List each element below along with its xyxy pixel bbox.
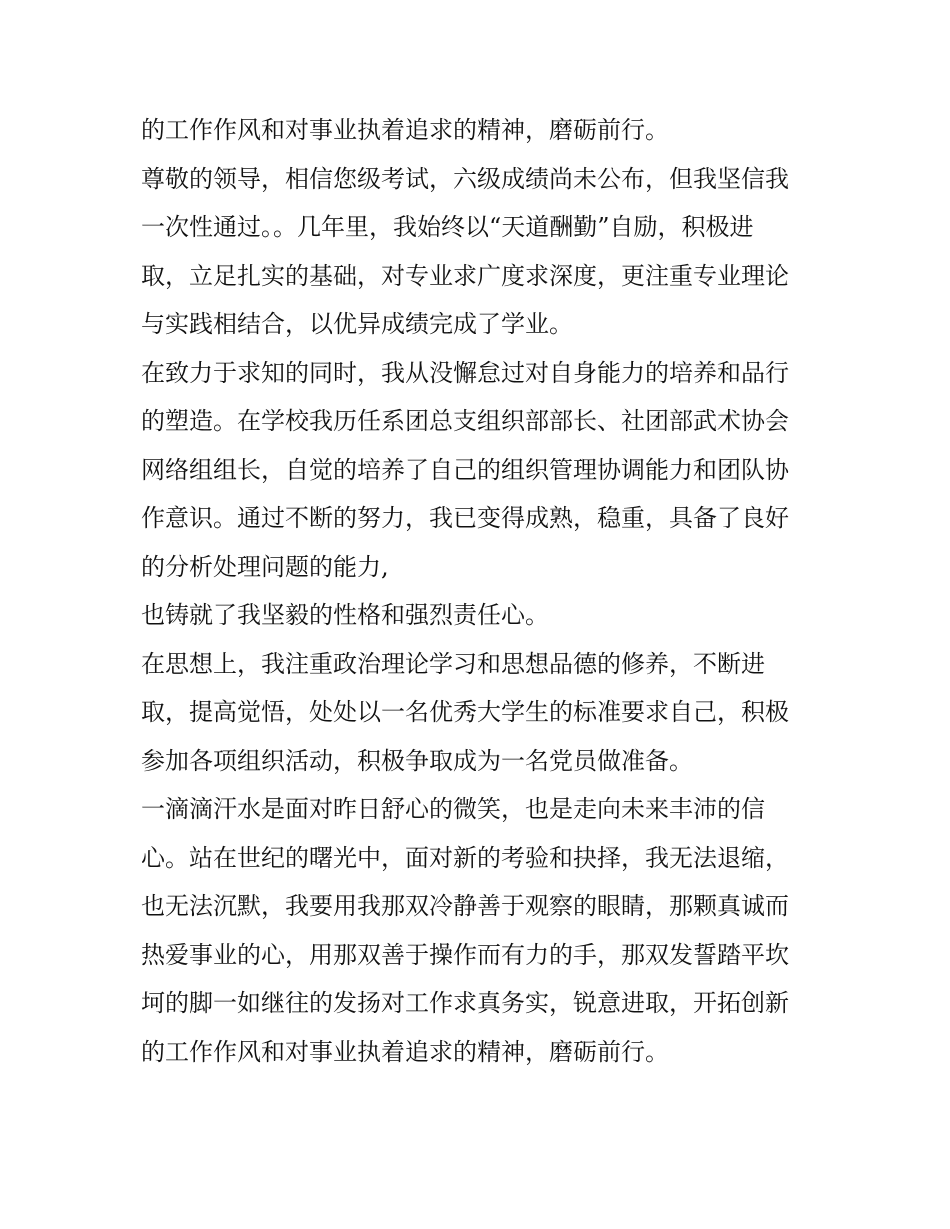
text-line: 取，提高觉悟，处处以一名优秀大学生的标准要求自己，积极 <box>141 698 789 726</box>
text-line: 在思想上，我注重政治理论学习和思想品德的修养，不断进 <box>141 649 765 678</box>
text-line: 也铸就了我坚毅的性格和强烈责任心。 <box>141 601 549 629</box>
text-line: 取，立足扎实的基础，对专业求广度求深度，更注重专业理论 <box>141 261 789 290</box>
text-line: 心。站在世纪的曙光中，面对新的考验和抉择，我无法退缩， <box>141 843 789 872</box>
text-line: 与实践相结合，以优异成绩完成了学业。 <box>141 310 573 338</box>
text-line: 作意识。通过不断的努力，我已变得成熟，稳重，具备了良好 <box>141 504 789 532</box>
text-line: 在致力于求知的同时，我从没懈怠过对自身能力的培养和品行 <box>141 358 789 387</box>
text-line: 一次性通过。。几年里，我始终以“天道酬勤”自励，积极进 <box>141 213 754 241</box>
text-line: 也无法沉默，我要用我那双冷静善于观察的眼睛，那颗真诚而 <box>141 892 789 920</box>
text-line: 坷的脚一如继往的发扬对工作求真务实，锐意进取，开拓创新 <box>141 989 789 1017</box>
text-line: 的分析处理问题的能力, <box>141 552 389 581</box>
text-line: 参加各项组织活动，积极争取成为一名党员做准备。 <box>141 746 693 775</box>
text-line: 的塑造。在学校我历任系团总支组织部部长、社团部武术协会 <box>141 407 789 435</box>
text-line: 热爱事业的心，用那双善于操作而有力的手，那双发誓踏平坎 <box>141 940 789 969</box>
text-line: 网络组组长，自觉的培养了自己的组织管理协调能力和团队协 <box>141 455 789 484</box>
document-body <box>141 106 821 1076</box>
text-line: 一滴滴汗水是面对昨日舒心的微笑，也是走向未来丰沛的信 <box>141 795 765 823</box>
text-line: 尊敬的领导，相信您级考试，六级成绩尚未公布，但我坚信我 <box>141 164 789 193</box>
text-line: 的工作作风和对事业执着追求的精神，磨砺前行。 <box>141 1037 669 1066</box>
text-line: 的工作作风和对事业执着追求的精神，磨砺前行。 <box>141 116 669 144</box>
